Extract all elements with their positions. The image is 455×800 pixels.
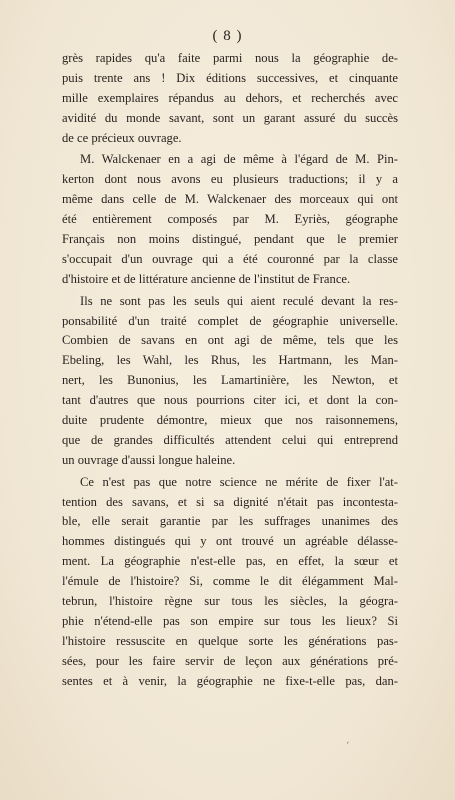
text-line: Ebeling, les Wahl, les Rhus, les Hartmann, les Man- [62,353,398,368]
text-line: été entièrement composés par M. Eyriès, géographe [62,212,398,227]
text-line: Ce n'est pas que notre science ne mérite de fixer l'at- [80,474,398,489]
text-line: sentes et à venir, la géographie ne fixe-t-elle pas, dan- [62,673,398,688]
text-line: un ouvrage d'aussi longue haleine. [62,452,236,467]
text-line: de ce précieux ouvrage. [62,130,182,145]
text-line: tebrun, l'histoire règne sur tous les siècles, la géogra- [62,594,398,609]
text-line: hommes distingués qui y ont trouvé un agréable délasse- [62,534,398,549]
text-line: Combien de savans en ont agi de même, tels que les [62,333,398,348]
text-line: même dans celle de M. Walckenaer des morceaux qui ont [62,192,398,207]
text-line: Ils ne sont pas les seuls qui aient reculé devant la res- [80,293,398,308]
text-line: nert, les Bunonius, les Lamartinière, les Newton, et [62,373,398,388]
text-line: phie n'étend-elle pas son empire sur tous les lieux? Si [62,613,398,628]
text-line: d'histoire et de littérature ancienne de l'institut de France. [62,271,351,286]
text-line: s'occupait d'un ouvrage qui a été couronné par la classe [62,251,398,266]
text-line: mille exemplaires répandus au dehors, et recherchés avec [62,90,398,105]
page-number: ( 8 ) [212,28,243,44]
text-line: l'émule de l'histoire? Si, comme le dit élégamment Mal- [62,574,398,589]
text-line: que de grandes difficultés attendent celui qui entreprend [62,432,398,447]
ink-mark: ʹ [347,740,349,750]
text-line: ment. La géographie n'est-elle pas, en effet, la sœur et [62,554,398,569]
text-line: l'histoire ressuscite en quelque sorte les générations pas- [62,633,398,648]
text-line: tention des savans, et si sa dignité n'était pas incontesta- [62,494,398,509]
text-line: duite prudente démontre, mieux que nos raisonnemens, [62,413,398,428]
text-line: grès rapides qu'a faite parmi nous la géographie de- [62,51,398,65]
body-text [62,49,398,692]
text-line: ble, elle serait garantie par les suffrages unanimes des [62,514,398,529]
text-line: tant d'autres que nous pourrions citer ici, et dont la con- [62,393,398,408]
text-line: sées, pour les faire servir de leçon aux générations pré- [62,653,398,668]
text-line: Français non moins distingué, pendant que le premier [62,232,398,247]
text-line: puis trente ans ! Dix éditions successives, et cinquante [62,70,398,85]
text-line: ponsabilité d'un traité complet de géographie universelle. [62,313,398,328]
text-line: M. Walckenaer en a agi de même à l'égard de M. Pin- [80,152,398,167]
text-line: avidité du monde savant, sont un garant assuré du succès [62,110,398,125]
text-line: kerton dont nous avons eu plusieurs traductions; il y a [62,172,398,187]
